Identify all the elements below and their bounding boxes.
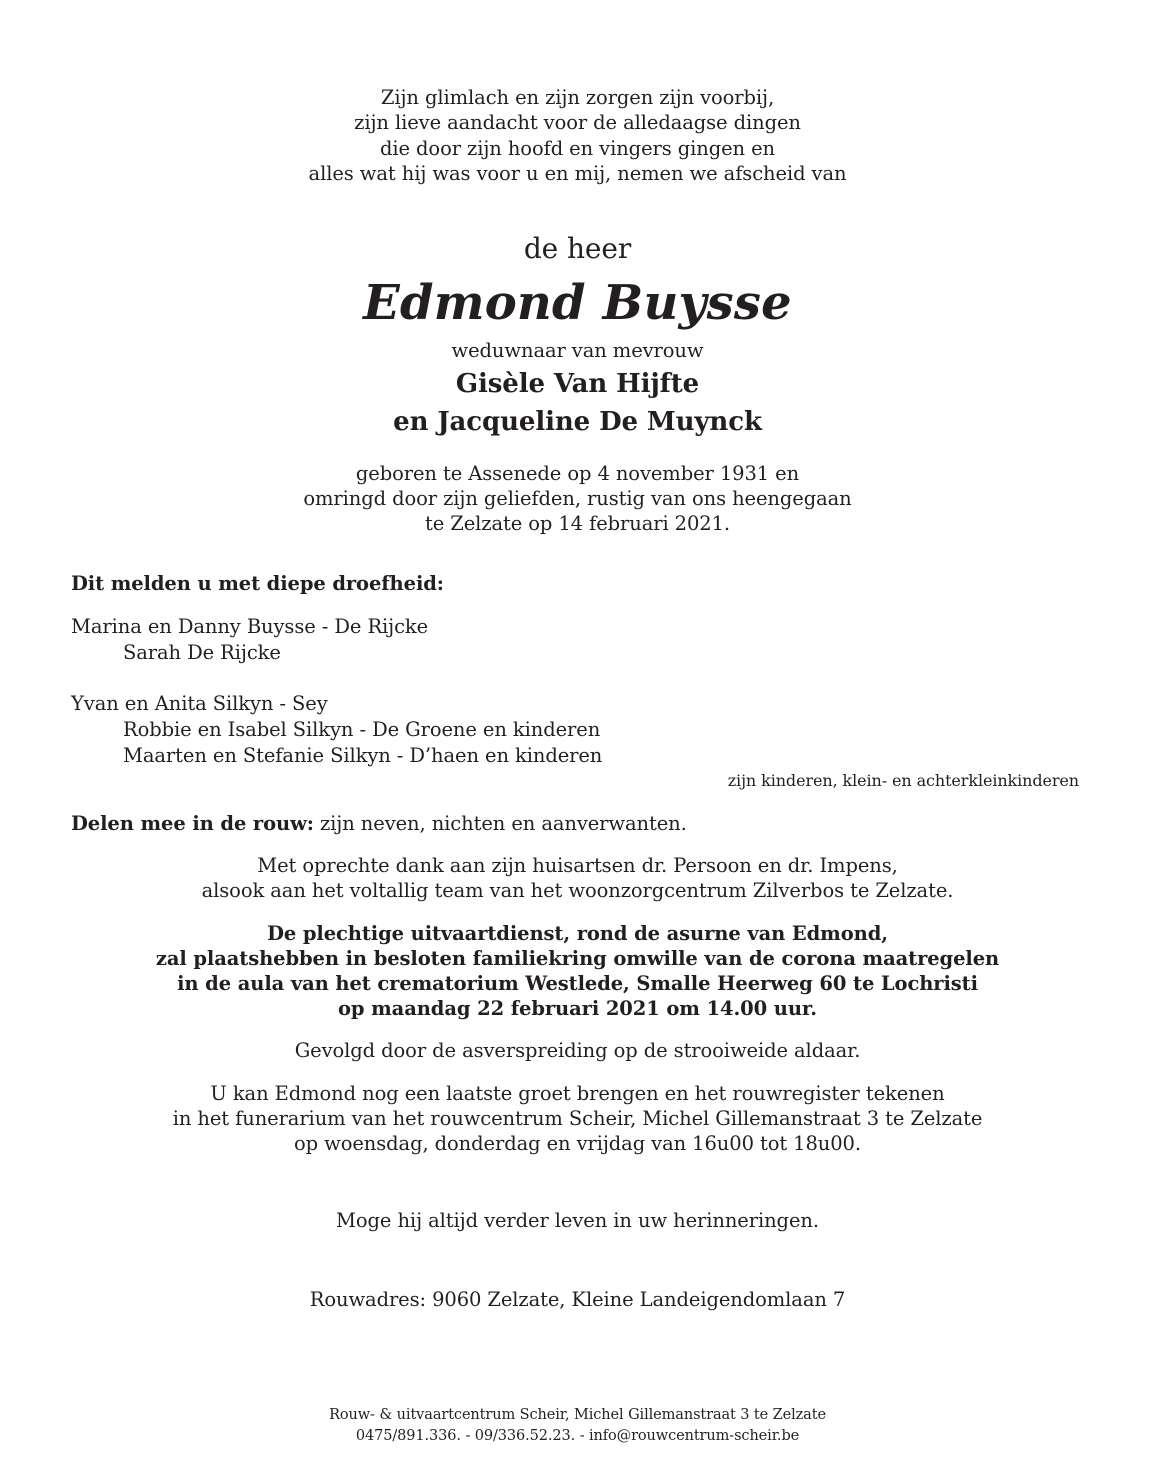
family-member: Robbie en Isabel Silkyn - De Groene en kinderen <box>123 718 601 741</box>
footer-line-1: Rouw- & uitvaartcentrum Scheir, Michel Gillemanstraat 3 te Zelzate <box>329 1407 826 1423</box>
honorific: de heer <box>523 232 632 265</box>
family-member: Yvan en Anita Silkyn - Sey <box>71 692 328 715</box>
deceased-name: Edmond Buysse <box>363 275 792 331</box>
spouse-name-2: en Jacqueline De Muynck <box>393 407 762 437</box>
birth-line-3: te Zelzate op 14 februari 2021. <box>424 512 731 535</box>
share-label: Delen mee in de rouw: <box>71 812 314 835</box>
family-member: Maarten en Stefanie Silkyn - D’haen en kinderen <box>123 744 603 767</box>
service-line-3: in de aula van het crematorium Westlede, Smalle Heerweg 60 te Lochristi <box>177 972 978 995</box>
visit-line-3: op woensdag, donderdag en vrijdag van 16u00 tot 18u00. <box>294 1132 861 1155</box>
poem-line-3: die door zijn hoofd en vingers gingen en <box>379 137 775 160</box>
family-caption: zijn kinderen, klein- en achterkleinkinderen <box>727 771 1079 790</box>
widower-of: weduwnaar van mevrouw <box>451 339 704 362</box>
poem-line-4: alles wat hij was voor u en mij, nemen we afscheid van <box>308 162 847 185</box>
visit-line-1: U kan Edmond nog een laatste groet brengen en het rouwregister tekenen <box>210 1082 945 1105</box>
share-in-mourning <box>71 811 687 837</box>
visit-line-2: in het funerarium van het rouwcentrum Scheir, Michel Gillemanstraat 3 te Zelzate <box>172 1107 983 1130</box>
share-text: zijn neven, nichten en aanverwanten. <box>313 812 687 835</box>
memory-line: Moge hij altijd verder leven in uw herinneringen. <box>336 1209 819 1232</box>
mourning-header: Dit melden u met diepe droefheid: <box>71 572 444 595</box>
spouse-name-1: Gisèle Van Hijfte <box>455 369 700 399</box>
thanks-line-1: Met oprechte dank aan zijn huisartsen dr. Persoon en dr. Impens, <box>257 854 898 877</box>
birth-line-2: omringd door zijn geliefden, rustig van ons heengegaan <box>303 487 852 510</box>
service-line-4: op maandag 22 februari 2021 om 14.00 uur. <box>338 997 817 1020</box>
poem-line-1: Zijn glimlach en zijn zorgen zijn voorbij, <box>380 86 775 109</box>
service-line-1: De plechtige uitvaartdienst, rond de asurne van Edmond, <box>267 922 888 945</box>
poem-line-2: zijn lieve aandacht voor de alledaagse dingen <box>354 111 801 134</box>
family-member: Sarah De Rijcke <box>123 641 281 664</box>
service-line-2: zal plaatshebben in besloten familiekring omwille van de corona maatregelen <box>155 947 1000 970</box>
followed-by: Gevolgd door de asverspreiding op de strooiweide aldaar. <box>294 1039 861 1062</box>
family-member: Marina en Danny Buysse - De Rijcke <box>71 615 429 638</box>
mourning-address: Rouwadres: 9060 Zelzate, Kleine Landeigendomlaan 7 <box>309 1288 846 1311</box>
thanks-line-2: alsook aan het voltallig team van het woonzorgcentrum Zilverbos te Zelzate. <box>201 879 954 902</box>
birth-line-1: geboren te Assenede op 4 november 1931 en <box>355 462 800 485</box>
footer-line-2: 0475/891.336. - 09/336.52.23. - info@rouwcentrum-scheir.be <box>355 1428 800 1444</box>
